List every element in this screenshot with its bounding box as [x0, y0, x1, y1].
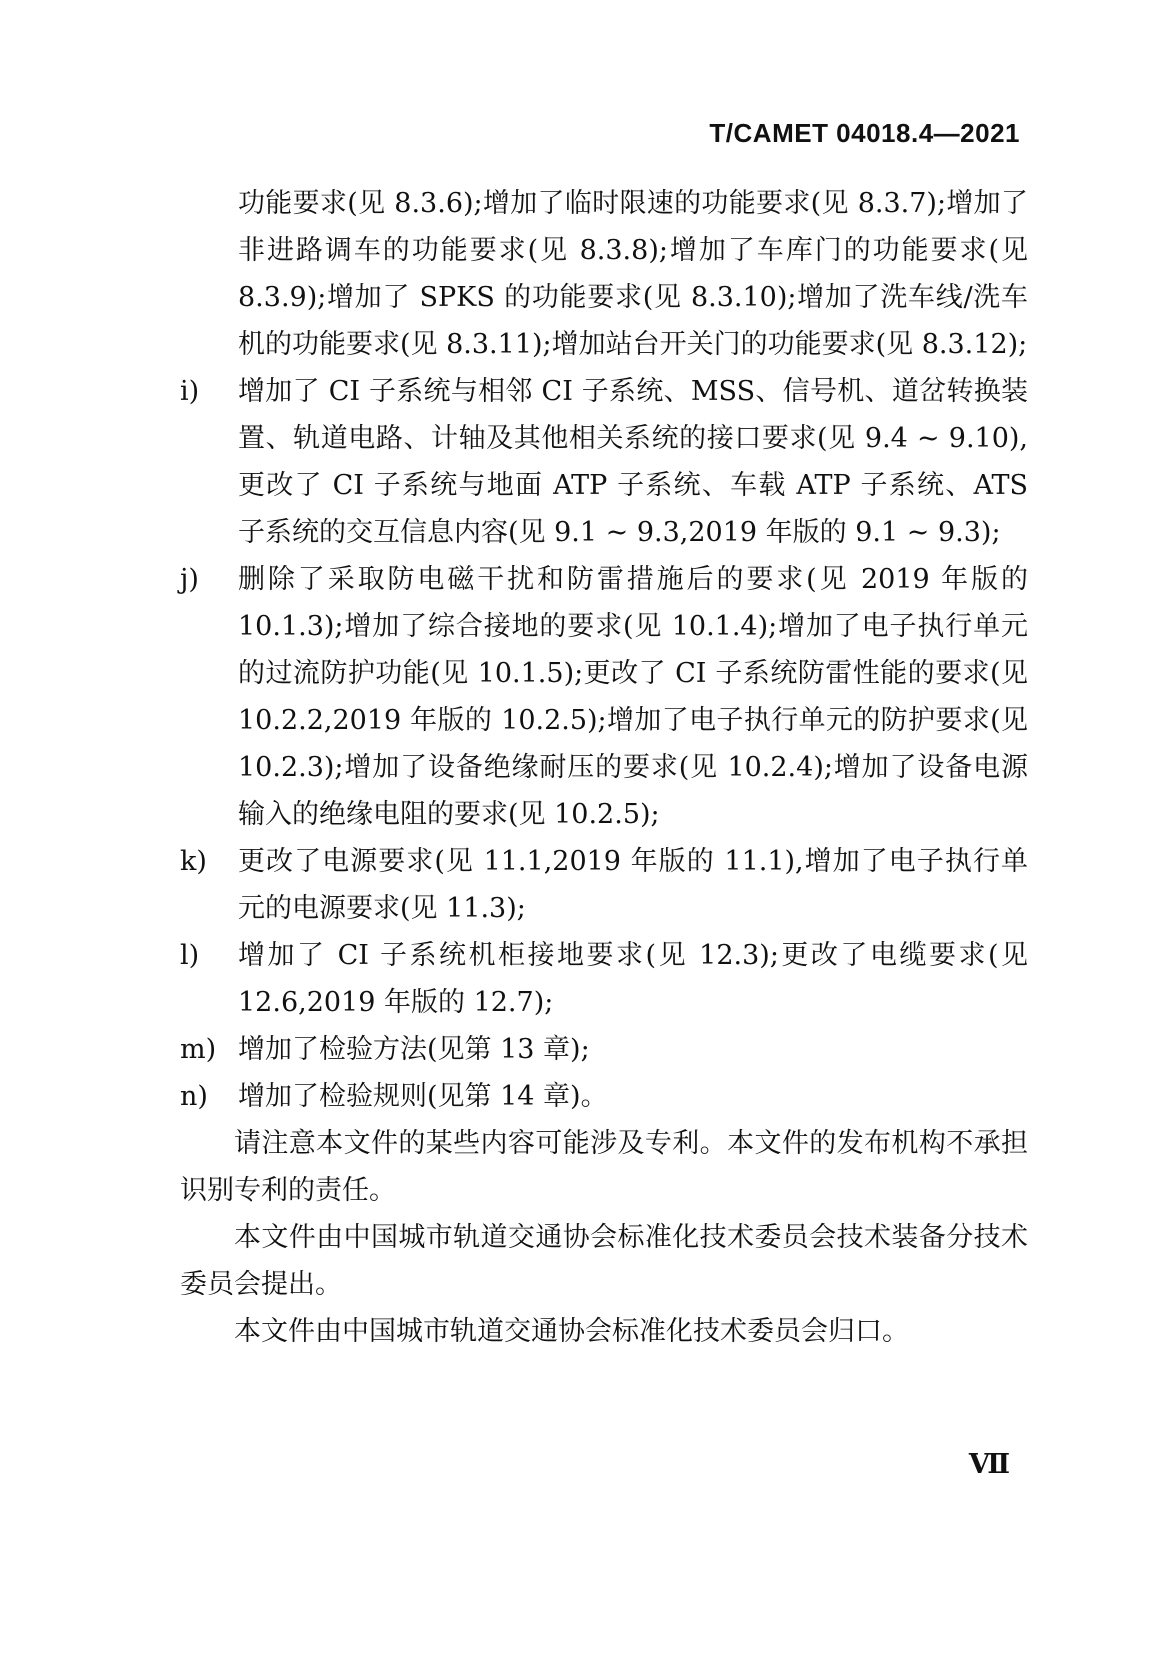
list-marker: n) [180, 1081, 208, 1112]
list-item-m [180, 1026, 1028, 1073]
list-item-n [180, 1073, 1028, 1120]
list-item-text: 增加了 CI 子系统与相邻 CI 子系统、MSS、信号机、道岔转换装置、轨道电路、计轴及其他相关系统的接口要求(见 9.4 ~ 9.10),更改了 CI 子系统与地面 ATP 子系统、车载 ATP 子系统、ATS 子系统的交互信息内容(见 9.1 ~ 9.3,2019 年版的 9.1 ~ 9.3); [238, 376, 1028, 548]
list-item-text: 删除了采取防电磁干扰和防雷措施后的要求(见 2019 年版的 10.1.3);增加了综合接地的要求(见 10.1.4);增加了电子执行单元的过流防护功能(见 10.1.5);更改了 CI 子系统防雷性能的要求(见 10.2.2,2019 年版的 10.2.5);增加了电子执行单元的防护要求(见 10.2.3);增加了设备绝缘耐压的要求(见 10.2.4);增加了设备电源输入的绝缘电阻的要求(见 10.2.5); [238, 564, 1028, 830]
list-marker: l) [180, 940, 200, 971]
list-item-j [180, 556, 1028, 838]
list-marker: i) [180, 376, 200, 407]
patent-notice-paragraph: 请注意本文件的某些内容可能涉及专利。本文件的发布机构不承担识别专利的责任。 [180, 1128, 1028, 1206]
continued-item-text: 功能要求(见 8.3.6);增加了临时限速的功能要求(见 8.3.7);增加了非进路调车的功能要求(见 8.3.8);增加了车库门的功能要求(见 8.3.9);增加了 SPKS 的功能要求(见 8.3.10);增加了洗车线/洗车机的功能要求(见 8.3.11);增加站台开关门的功能要求(见 8.3.12); [238, 188, 1028, 360]
standard-number: T/CAMET 04018.4—2021 [709, 118, 1020, 148]
list-item-text: 增加了检验规则(见第 14 章)。 [238, 1081, 608, 1112]
page-number: Ⅶ [968, 1449, 1010, 1479]
list-item-text: 增加了检验方法(见第 13 章); [238, 1034, 590, 1065]
list-item-text: 增加了 CI 子系统机柜接地要求(见 12.3);更改了电缆要求(见 12.6,2019 年版的 12.7); [238, 940, 1028, 1018]
administrator-paragraph: 本文件由中国城市轨道交通协会标准化技术委员会归口。 [234, 1316, 909, 1347]
list-marker: k) [180, 846, 207, 877]
document-body [180, 180, 1028, 1355]
list-marker: m) [180, 1034, 217, 1065]
list-item-l [180, 932, 1028, 1026]
list-item-text: 更改了电源要求(见 11.1,2019 年版的 11.1),增加了电子执行单元的电源要求(见 11.3); [238, 846, 1028, 924]
list-item-i [180, 368, 1028, 556]
list-item-k [180, 838, 1028, 932]
list-marker: j) [180, 564, 199, 595]
proposer-paragraph: 本文件由中国城市轨道交通协会标准化技术委员会技术装备分技术委员会提出。 [180, 1222, 1028, 1300]
